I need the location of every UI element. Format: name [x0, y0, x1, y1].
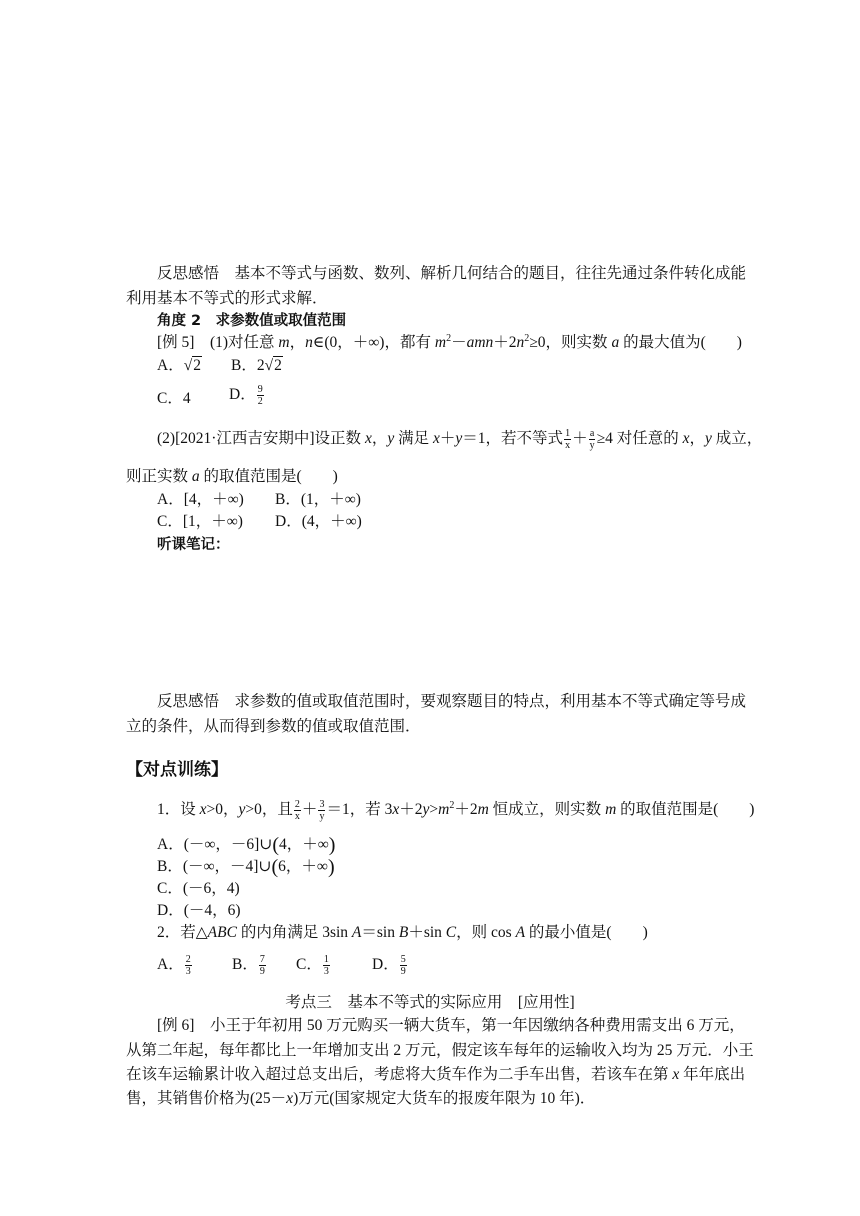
- lecture-notes-label: 听课笔记：: [157, 537, 230, 553]
- example-5-part-2-line-2: 则正实数 a 的取值范围是( ): [126, 468, 338, 485]
- reflection-line-1: 反思感悟 基本不等式与函数、数列、解析几何结合的题目，往往先通过条件转化成能: [157, 265, 747, 282]
- practice-q2-option-c: C． $\frac{1}{3}$: [296, 954, 329, 977]
- example-5-part-2: (2)[2021·江西吉安期中]设正数 x，y 满足 x＋y＝1，若不等式 $\frac{1}{x}$ ＋ $\frac{a}{y}$ ≥4 对任意的 x，y 成立，: [157, 428, 763, 451]
- practice-q1: 1．设 x>0，y>0，且 $\frac{2}{x}$ ＋ $\frac{3}{y}$ ＝1，若 $3x+2y>m^2+2m$ 恒成立，则实数 m 的取值范围是( ): [157, 799, 755, 822]
- example-5-part-1: [例 5] (1)对任意 m，n∈(0，＋∞)，都有 $m^2-amn+2n^2\ge 0$，则实数 a 的最大值为( ): [157, 333, 742, 351]
- practice-q2-option-a: A． $\frac{2}{3}$: [157, 954, 191, 977]
- example-6-line-2: 从第二年起，每年都比上一年增加支出 2 万元，假定该车每年的运输收入均为 25 万元．小王: [126, 1042, 754, 1059]
- practice-q1-option-a: A．(－∞，－6]∪(4，＋∞): [157, 834, 336, 856]
- practice-heading: 【对点训练】: [126, 760, 228, 780]
- example-5-2-option-c: C．[1，＋∞): [157, 513, 243, 530]
- example-5-option-d: D． $\frac{9}{2}$: [229, 384, 263, 407]
- reflection-2-line-1: 反思感悟 求参数的值或取值范围时，要观察题目的特点，利用基本不等式确定等号成: [157, 693, 747, 710]
- practice-q2: 2．若△ABC 的内角满足 3sin A＝sin B＋sin C，则 cos A 的最小值是( ): [157, 924, 648, 941]
- example-5-2-option-b: B．(1，＋∞): [275, 491, 361, 508]
- example-5-2-option-d: D．(4，＋∞): [275, 513, 362, 530]
- practice-q1-option-d: D．(－4，6): [157, 902, 241, 919]
- practice-q2-option-b: B． $\frac{7}{9}$: [232, 954, 265, 977]
- reflection-line-2: 利用基本不等式的形式求解．: [126, 290, 328, 307]
- reflection-2-line-2: 立的条件，从而得到参数的值或取值范围．: [126, 718, 421, 735]
- practice-q1-option-c: C．(－6，4): [157, 880, 240, 897]
- section-3-heading: 考点三 基本不等式的实际应用 [应用性]: [285, 994, 575, 1011]
- example-5-option-b: B．2√2: [231, 357, 282, 374]
- example-5-option-c: C．4: [157, 390, 191, 407]
- practice-q2-option-d: D． $\frac{5}{9}$: [372, 954, 406, 977]
- example-6-line-1: [例 6] 小王于年初用 50 万元购买一辆大货车，第一年因缴纳各种费用需支出 6 万元，: [157, 1017, 745, 1034]
- example-5-lead: [例 5] (1)对任意: [157, 334, 279, 351]
- angle-2-heading: 角度 2 求参数值或取值范围: [157, 313, 347, 329]
- example-5-2-option-a: A．[4，＋∞): [157, 491, 244, 508]
- example-5-option-a: A．√2: [157, 357, 201, 374]
- practice-q1-option-b: B．(－∞，－4]∪(6，＋∞): [157, 856, 335, 878]
- example-6-line-4: 售，其销售价格为(25－x)万元(国家规定大货车的报废年限为 10 年)．: [126, 1090, 596, 1107]
- example-6-line-3: 在该车运输累计收入超过总支出后，考虑将大货车作为二手车出售，若该车在第 x 年年底出: [126, 1066, 746, 1083]
